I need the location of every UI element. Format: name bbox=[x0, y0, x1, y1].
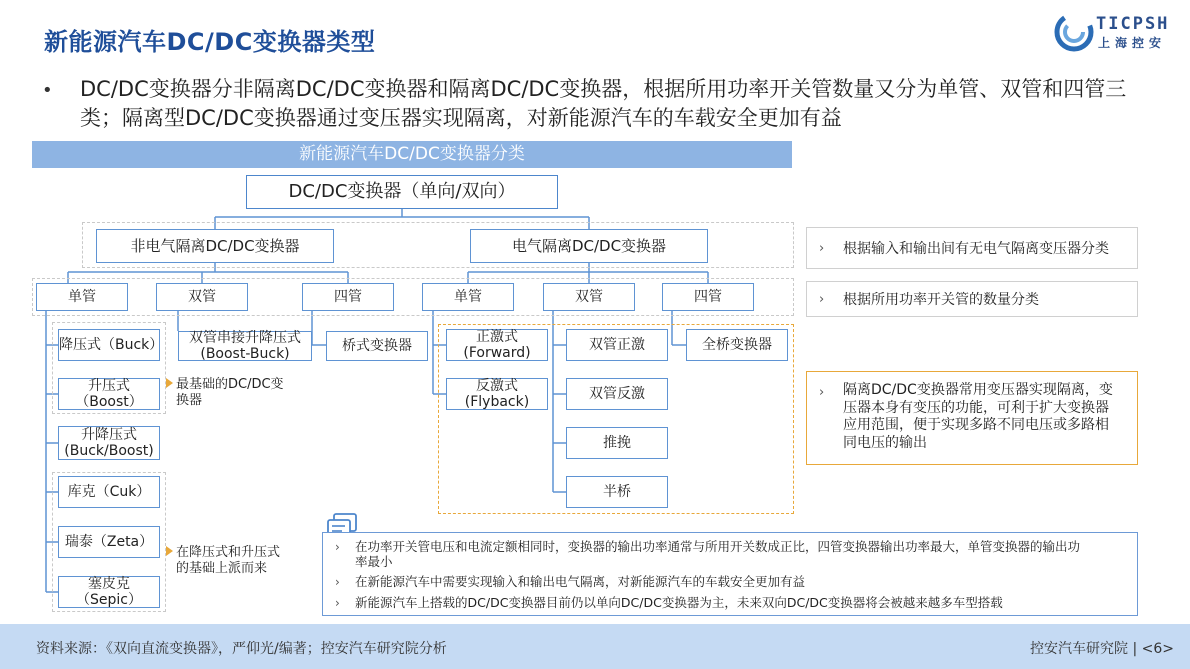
buck-boost-label-en: (Buck/Boost) bbox=[64, 443, 154, 459]
info-box bbox=[322, 532, 1138, 616]
sepic-node: 塞皮克（Sepic） bbox=[58, 576, 160, 608]
info-item-1 bbox=[355, 539, 1135, 569]
footer-page: 控安汽车研究院 | <6> bbox=[1030, 641, 1174, 657]
basic-converters-label bbox=[176, 377, 296, 409]
flyback-node bbox=[446, 378, 548, 410]
buck-boost-label-cn: 升降压式 bbox=[81, 427, 137, 443]
isolation-note-text: 根据输入和输出间有无电气隔离变压器分类 bbox=[843, 241, 1109, 257]
info-item-1-line2: 率最小 bbox=[355, 554, 393, 569]
iso-quad-node: 四管 bbox=[662, 283, 754, 311]
non-iso-quad-node: 四管 bbox=[302, 283, 394, 311]
root-node: DC/DC变换器（单向/双向） bbox=[246, 175, 558, 209]
bullet-text: DC/DC变换器分非隔离DC/DC变换器和隔离DC/DC变换器，根据所用功率开关管数量又分为单管、双管和四管三类；隔离型DC/DC变换器通过变压器实现隔离，对新能源汽车的车载安全更加有益 bbox=[80, 77, 1127, 130]
derived-converters-label bbox=[176, 545, 306, 577]
boost-buck-label-en: (Boost-Buck) bbox=[200, 346, 290, 362]
iso-single-node: 单管 bbox=[422, 283, 514, 311]
basic-label-line1: 最基础的DC/DC变 bbox=[176, 377, 284, 392]
basic-label-line2: 换器 bbox=[176, 393, 203, 408]
transformer-note-line3: 应用范围，便于实现多路不同电压或多路相 bbox=[843, 417, 1109, 433]
bullet-icon: • bbox=[42, 80, 53, 101]
transformer-note-line2: 压器本身有变压的功能，可利于扩大变换器 bbox=[843, 399, 1109, 416]
double-forward-node: 双管正激 bbox=[566, 329, 668, 361]
non-isolated-node: 非电气隔离DC/DC变换器 bbox=[96, 229, 334, 263]
chevron-right-icon: › bbox=[819, 291, 825, 307]
double-flyback-node: 双管反激 bbox=[566, 378, 668, 410]
switch-count-note bbox=[806, 281, 1138, 317]
switch-count-note-text: 根据所用功率开关管的数量分类 bbox=[843, 292, 1039, 308]
diagram-banner: 新能源汽车DC/DC变换器分类 bbox=[32, 141, 792, 168]
non-iso-double-node: 双管 bbox=[156, 283, 248, 311]
info-item-1-line1: 在功率开关管电压和电流定额相同时，变换器的输出功率通常与所用开关数成正比，四管变换器输出功率最大，单管变换器的输出功 bbox=[355, 539, 1081, 554]
push-pull-node: 推挽 bbox=[566, 427, 668, 459]
isolated-node: 电气隔离DC/DC变换器 bbox=[470, 229, 708, 263]
forward-label-cn: 正激式 bbox=[476, 329, 518, 345]
flyback-label-en: (Flyback) bbox=[464, 394, 530, 410]
derived-label-line1: 在降压式和升压式 bbox=[176, 545, 281, 560]
transformer-note-line4: 同电压的输出 bbox=[843, 434, 927, 451]
boost-buck-node bbox=[178, 331, 312, 361]
full-bridge-node: 全桥变换器 bbox=[686, 329, 788, 361]
cuk-node: 库克（Cuk） bbox=[58, 476, 160, 508]
info-item-2: 在新能源汽车中需要实现输入和输出电气隔离，对新能源汽车的车载安全更加有益 bbox=[355, 574, 806, 589]
derived-label-line2: 的基础上派而来 bbox=[176, 561, 268, 576]
transformer-note bbox=[806, 371, 1138, 465]
isolation-note bbox=[806, 227, 1138, 269]
chevron-right-icon: › bbox=[335, 540, 340, 554]
iso-double-node: 双管 bbox=[543, 283, 635, 311]
logo-subtext: 上海控安 bbox=[1098, 36, 1167, 50]
footer-source: 资料来源：《双向直流变换器》，严仰光/编著；控安汽车研究院分析 bbox=[36, 641, 447, 657]
info-item-3: 新能源汽车上搭载的DC/DC变换器目前仍以单向DC/DC变换器为主，未来双向DC/DC变换器将会被越来越多车型搭载 bbox=[355, 595, 1003, 610]
boost-node: 升压式（Boost） bbox=[58, 378, 160, 410]
chevron-right-icon: › bbox=[335, 596, 340, 610]
chevron-right-icon: › bbox=[335, 575, 340, 589]
half-bridge-node: 半桥 bbox=[566, 476, 668, 508]
bridge-node: 桥式变换器 bbox=[326, 331, 428, 361]
buck-boost-node bbox=[58, 426, 160, 460]
buck-node: 降压式（Buck） bbox=[58, 329, 160, 361]
page-title: 新能源汽车DC/DC变换器类型 bbox=[44, 28, 376, 56]
transformer-note-line1: 隔离DC/DC变换器常用变压器实现隔离，变 bbox=[843, 382, 1113, 398]
flyback-label-cn: 反激式 bbox=[476, 378, 518, 394]
logo-text: TICPSH bbox=[1096, 14, 1170, 34]
boost-buck-label-cn: 双管串接升降压式 bbox=[189, 330, 301, 346]
zeta-node: 瑞泰（Zeta） bbox=[58, 526, 160, 558]
forward-node bbox=[446, 329, 548, 361]
chevron-right-icon: › bbox=[819, 240, 825, 256]
forward-label-en: (Forward) bbox=[463, 345, 531, 361]
non-iso-single-node: 单管 bbox=[36, 283, 128, 311]
chevron-right-icon: › bbox=[819, 385, 825, 400]
